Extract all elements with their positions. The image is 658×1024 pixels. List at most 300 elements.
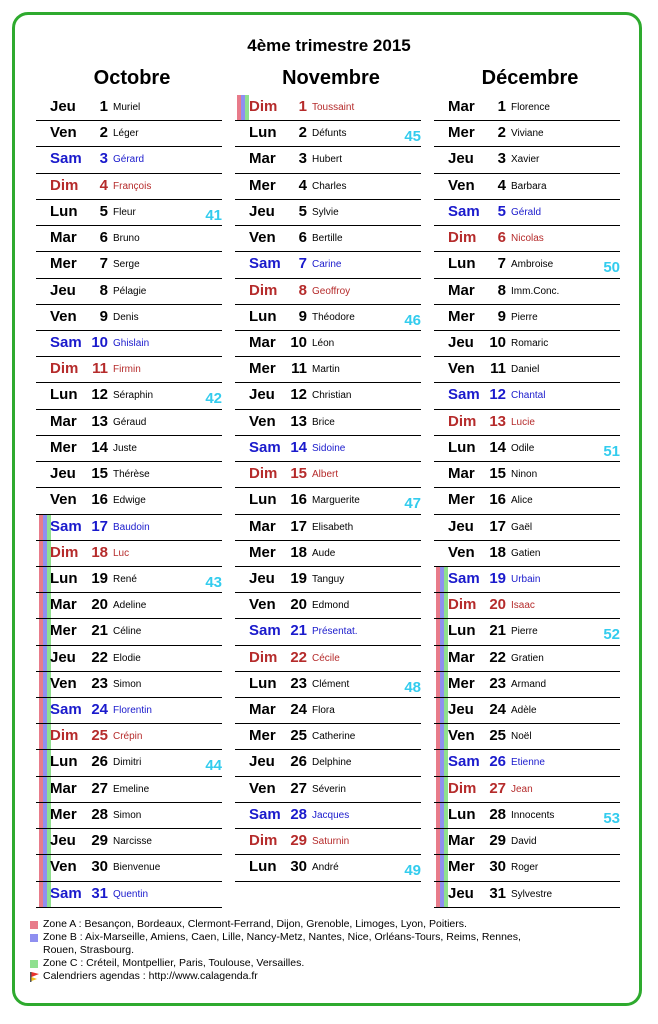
- day-row: [36, 777, 222, 803]
- month-title-novembre: Novembre: [282, 67, 380, 89]
- day-number: 3: [298, 150, 307, 168]
- day-number: 12: [91, 386, 108, 404]
- day-number: 2: [298, 124, 307, 142]
- saint-name: Martin: [312, 364, 340, 376]
- day-row: [235, 593, 421, 619]
- day-number: 21: [489, 622, 506, 640]
- week-number: 41: [205, 206, 222, 224]
- saint-name: Isaac: [511, 600, 535, 612]
- week-number: 52: [603, 626, 620, 644]
- weekday-label: Dim: [50, 727, 79, 745]
- day-row: [36, 724, 222, 750]
- weekday-label: Dim: [50, 176, 79, 194]
- saint-name: Toussaint: [312, 102, 355, 113]
- day-number: 19: [91, 569, 108, 587]
- day-number: 3: [99, 150, 108, 168]
- weekday-label: Sam: [50, 517, 82, 535]
- weekday-label: Sam: [448, 386, 480, 404]
- weekday-label: Lun: [249, 858, 277, 876]
- saint-name: Elodie: [113, 652, 141, 664]
- day-number: 1: [497, 98, 506, 115]
- saint-name: Dimitri: [113, 757, 142, 769]
- day-row: [235, 436, 421, 462]
- day-number: 14: [489, 438, 506, 456]
- day-row: [36, 619, 222, 645]
- day-number: 16: [489, 491, 506, 509]
- weekday-label: Mer: [50, 805, 77, 823]
- weekday-label: Jeu: [448, 517, 474, 535]
- day-row: [36, 95, 222, 121]
- weekday-label: Jeu: [50, 281, 76, 299]
- weekday-label: Jeu: [249, 386, 275, 404]
- weekday-label: Jeu: [50, 465, 76, 483]
- weekday-label: Sam: [448, 753, 480, 771]
- weekday-label: Lun: [448, 438, 476, 456]
- weekday-label: Mar: [448, 832, 475, 850]
- day-row: [235, 200, 421, 226]
- saint-name: Pélagie: [113, 285, 147, 297]
- day-number: 17: [489, 517, 506, 535]
- day-number: 31: [489, 884, 506, 902]
- page-title: 4ème trimestre 2015: [247, 36, 411, 55]
- saint-name: René: [113, 573, 137, 585]
- day-row: [36, 515, 222, 541]
- saint-name: André: [312, 862, 339, 874]
- weekday-label: Jeu: [50, 832, 76, 850]
- saint-name: Armand: [511, 678, 547, 690]
- day-number: 11: [92, 360, 108, 378]
- day-row: [434, 410, 620, 436]
- saint-name: Flora: [312, 705, 335, 717]
- day-row: [434, 750, 620, 776]
- weekday-label: Dim: [249, 648, 278, 666]
- weekday-label: Mar: [50, 412, 77, 430]
- day-number: 17: [290, 517, 307, 535]
- saint-name: Baudoin: [113, 521, 150, 533]
- day-number: 3: [497, 150, 506, 168]
- day-number: 13: [91, 412, 108, 430]
- day-row: [434, 803, 620, 829]
- day-number: 9: [298, 307, 307, 325]
- saint-name: Crépin: [113, 731, 143, 743]
- day-number: 6: [497, 229, 506, 247]
- saint-name: Lucie: [511, 416, 535, 428]
- day-number: 12: [489, 386, 506, 404]
- weekday-label: Dim: [448, 229, 477, 247]
- weekday-label: Ven: [50, 307, 77, 325]
- day-number: 8: [497, 281, 506, 299]
- weekday-label: Mar: [448, 98, 475, 115]
- weekday-label: Sam: [50, 884, 82, 902]
- zone-a-swatch: [30, 921, 38, 929]
- day-row: [434, 147, 620, 173]
- day-row: [235, 829, 421, 855]
- saint-name: Innocents: [511, 809, 555, 821]
- day-number: 10: [290, 333, 307, 351]
- week-number: 46: [404, 311, 421, 329]
- saint-name: Bienvenue: [113, 862, 161, 874]
- day-row: [36, 829, 222, 855]
- saint-name: Viviane: [511, 128, 544, 140]
- day-row: [235, 252, 421, 278]
- day-row: [434, 515, 620, 541]
- legend-zone-b-cont: [30, 944, 521, 957]
- weekday-label: Dim: [448, 412, 477, 430]
- day-row: [36, 252, 222, 278]
- saint-name: Simon: [113, 678, 142, 690]
- day-row: [434, 462, 620, 488]
- day-row: [235, 777, 421, 803]
- day-number: 5: [298, 202, 307, 220]
- weekday-label: Lun: [448, 255, 476, 273]
- day-number: 8: [99, 281, 108, 299]
- day-number: 30: [290, 858, 307, 876]
- day-row: [434, 357, 620, 383]
- day-row: [434, 567, 620, 593]
- day-row: [36, 882, 222, 908]
- weekday-label: Dim: [249, 832, 278, 850]
- weekday-label: Ven: [448, 360, 475, 378]
- saint-name: Gérard: [113, 154, 145, 166]
- day-number: 18: [290, 543, 307, 561]
- weekday-label: Dim: [249, 465, 278, 483]
- day-row: [36, 200, 222, 226]
- weekday-label: Sam: [249, 438, 281, 456]
- weekday-label: Mer: [249, 727, 276, 745]
- day-number: 30: [91, 858, 108, 876]
- saint-name: Défunts: [312, 128, 347, 140]
- day-number: 11: [291, 360, 307, 378]
- saint-name: Albert: [312, 469, 339, 481]
- day-row: [235, 488, 421, 514]
- weekday-label: Jeu: [50, 648, 76, 666]
- zone-b-swatch: [30, 934, 38, 942]
- day-row: [36, 646, 222, 672]
- weekday-label: Sam: [448, 202, 480, 220]
- day-row: [434, 855, 620, 881]
- saint-name: Léon: [312, 337, 335, 349]
- day-row: [36, 593, 222, 619]
- day-row: [434, 252, 620, 278]
- weekday-label: Sam: [50, 150, 82, 168]
- day-row: [36, 174, 222, 200]
- weekday-label: Sam: [448, 569, 480, 587]
- month-title-decembre: Décembre: [481, 67, 579, 89]
- day-row: [235, 383, 421, 409]
- week-number: 53: [603, 809, 620, 827]
- saint-name: Luc: [113, 547, 130, 559]
- saint-name: Présentat.: [312, 626, 358, 638]
- weekday-label: Lun: [50, 386, 78, 404]
- saint-name: Ambroise: [511, 259, 554, 271]
- saint-name: Florence: [511, 102, 550, 113]
- day-row: [434, 698, 620, 724]
- saint-name: Saturnin: [312, 836, 350, 848]
- day-row: [36, 305, 222, 331]
- weekday-label: Mer: [448, 858, 475, 876]
- weekday-label: Jeu: [249, 202, 275, 220]
- day-number: 4: [298, 176, 307, 194]
- saint-name: Gérald: [511, 206, 542, 218]
- day-number: 16: [91, 491, 108, 509]
- weekday-label: Mer: [249, 360, 276, 378]
- weekday-label: Sam: [50, 333, 82, 351]
- day-number: 22: [290, 648, 307, 666]
- day-row: [434, 882, 620, 908]
- saint-name: Noël: [511, 731, 532, 743]
- day-number: 23: [489, 674, 506, 692]
- day-row: [235, 279, 421, 305]
- day-row: [434, 305, 620, 331]
- saint-name: Pierre: [511, 311, 538, 323]
- weekday-label: Mar: [249, 150, 276, 168]
- weekday-label: Mer: [448, 491, 475, 509]
- day-row: [235, 646, 421, 672]
- weekday-label: Mer: [50, 255, 77, 273]
- weekday-label: Mer: [448, 674, 475, 692]
- day-row: [36, 436, 222, 462]
- zone-c-text: Zone C : Créteil, Montpellier, Paris, Toulouse, Versailles.: [43, 957, 305, 969]
- weekday-label: Mer: [448, 124, 475, 142]
- saint-name: Elisabeth: [312, 521, 354, 533]
- week-number: 49: [404, 862, 421, 880]
- day-number: 4: [497, 176, 506, 194]
- day-number: 19: [489, 569, 506, 587]
- day-number: 18: [489, 543, 506, 561]
- saint-name: Brice: [312, 416, 335, 428]
- day-row: [235, 95, 421, 121]
- saint-name: Odile: [511, 442, 535, 454]
- weekday-label: Mar: [50, 779, 77, 797]
- saint-name: Gaël: [511, 521, 533, 533]
- day-row: [434, 724, 620, 750]
- day-row: [235, 515, 421, 541]
- day-row: [235, 855, 421, 881]
- saint-name: Serge: [113, 259, 140, 271]
- month-title-octobre: Octobre: [93, 67, 171, 89]
- day-row: [434, 331, 620, 357]
- saint-name: Simon: [113, 809, 142, 821]
- day-row: [36, 331, 222, 357]
- day-row: [434, 829, 620, 855]
- day-row: [235, 803, 421, 829]
- weekday-label: Jeu: [50, 98, 76, 115]
- weekday-label: Jeu: [448, 150, 474, 168]
- day-number: 12: [290, 386, 307, 404]
- saint-name: Sylvestre: [511, 888, 553, 900]
- weekday-label: Sam: [249, 805, 281, 823]
- day-number: 8: [298, 281, 307, 299]
- day-row: [235, 672, 421, 698]
- day-number: 23: [91, 674, 108, 692]
- day-number: 6: [99, 229, 108, 247]
- saint-name: Séraphin: [113, 390, 154, 402]
- day-row: [36, 410, 222, 436]
- weekday-label: Lun: [448, 805, 476, 823]
- weekday-label: Ven: [249, 596, 276, 614]
- saint-name: Fleur: [113, 206, 136, 218]
- weekday-label: Mar: [249, 333, 276, 351]
- month-column-decembre: [434, 95, 620, 908]
- saint-name: Jacques: [312, 809, 350, 821]
- weekday-label: Lun: [249, 307, 277, 325]
- day-row: [235, 567, 421, 593]
- saint-name: Sylvie: [312, 206, 339, 218]
- day-number: 5: [497, 202, 506, 220]
- day-row: [434, 226, 620, 252]
- day-row: [235, 619, 421, 645]
- saint-name: Quentin: [113, 888, 149, 900]
- day-row: [36, 672, 222, 698]
- weekday-label: Ven: [448, 176, 475, 194]
- saint-name: Christian: [312, 390, 352, 402]
- weekday-label: Mar: [50, 229, 77, 247]
- day-row: [434, 488, 620, 514]
- day-row: [235, 147, 421, 173]
- day-number: 20: [91, 596, 108, 614]
- saint-name: Delphine: [312, 757, 352, 769]
- saint-name: Edmond: [312, 600, 350, 612]
- day-number: 9: [497, 307, 506, 325]
- week-number: 51: [603, 442, 620, 460]
- day-row: [235, 750, 421, 776]
- day-row: [434, 619, 620, 645]
- day-row: [235, 305, 421, 331]
- saint-name: Barbara: [511, 180, 547, 192]
- day-row: [235, 121, 421, 147]
- weekday-label: Dim: [448, 779, 477, 797]
- day-number: 30: [489, 858, 506, 876]
- saint-name: Tanguy: [312, 573, 345, 585]
- day-number: 24: [290, 701, 307, 719]
- site-link[interactable]: Calendriers agendas : http://www.calagenda.fr: [43, 970, 258, 982]
- saint-name: Clément: [312, 678, 350, 690]
- weekday-label: Mar: [448, 648, 475, 666]
- weekday-label: Mar: [50, 596, 77, 614]
- saint-name: Florentin: [113, 705, 152, 717]
- weekday-label: Mar: [448, 465, 475, 483]
- weekday-label: Ven: [50, 491, 77, 509]
- day-number: 2: [99, 124, 108, 142]
- legend: [30, 918, 521, 983]
- week-number: 47: [404, 495, 421, 513]
- saint-name: Xavier: [511, 154, 540, 166]
- day-number: 18: [91, 543, 108, 561]
- weekday-label: Dim: [50, 543, 79, 561]
- zone-c-swatch: [30, 960, 38, 968]
- day-row: [36, 488, 222, 514]
- saint-name: Nicolas: [511, 233, 544, 245]
- day-row: [235, 331, 421, 357]
- weekday-label: Sam: [50, 701, 82, 719]
- weekday-label: Dim: [448, 596, 477, 614]
- day-number: 4: [99, 176, 108, 194]
- day-row: [36, 567, 222, 593]
- saint-name: Denis: [113, 311, 139, 323]
- weekday-label: Dim: [50, 360, 79, 378]
- saint-name: Muriel: [113, 102, 141, 113]
- weekday-label: Ven: [249, 412, 276, 430]
- day-row: [434, 121, 620, 147]
- day-number: 29: [91, 832, 108, 850]
- day-number: 22: [489, 648, 506, 666]
- saint-name: François: [113, 180, 152, 192]
- weekday-label: Mer: [50, 438, 77, 456]
- weekday-label: Sam: [249, 622, 281, 640]
- day-number: 14: [91, 438, 108, 456]
- day-number: 11: [490, 360, 506, 378]
- saint-name: Sidoine: [312, 442, 346, 454]
- saint-name: Etienne: [511, 757, 545, 769]
- day-number: 15: [489, 465, 506, 483]
- weekday-label: Dim: [249, 281, 278, 299]
- day-row: [235, 226, 421, 252]
- saint-name: Carine: [312, 259, 342, 271]
- day-number: 29: [489, 832, 506, 850]
- day-number: 25: [290, 727, 307, 745]
- saint-name: Firmin: [113, 364, 141, 376]
- weekday-label: Jeu: [448, 333, 474, 351]
- legend-zone-c: [30, 957, 521, 970]
- day-row: [36, 383, 222, 409]
- day-row: [235, 724, 421, 750]
- day-row: [235, 541, 421, 567]
- saint-name: Ninon: [511, 469, 538, 481]
- weekday-label: Mer: [249, 176, 276, 194]
- day-number: 5: [99, 202, 108, 220]
- weekday-label: Dim: [249, 98, 278, 115]
- day-number: 13: [290, 412, 307, 430]
- day-row: [434, 672, 620, 698]
- day-row: [36, 357, 222, 383]
- day-row: [434, 279, 620, 305]
- week-number: 42: [205, 390, 222, 408]
- day-number: 31: [91, 884, 108, 902]
- day-number: 24: [91, 701, 108, 719]
- week-number: 45: [404, 128, 421, 146]
- saint-name: Thérèse: [113, 469, 150, 481]
- saint-name: Gratien: [511, 652, 544, 664]
- day-row: [235, 698, 421, 724]
- day-number: 15: [290, 465, 307, 483]
- weekday-label: Ven: [50, 674, 77, 692]
- day-number: 7: [99, 255, 108, 273]
- day-number: 28: [290, 805, 307, 823]
- day-number: 27: [290, 779, 307, 797]
- day-row: [434, 174, 620, 200]
- day-number: 28: [91, 805, 108, 823]
- weekday-label: Ven: [50, 858, 77, 876]
- day-number: 23: [290, 674, 307, 692]
- day-number: 10: [91, 333, 108, 351]
- saint-name: Hubert: [312, 154, 343, 166]
- weekday-label: Lun: [50, 569, 78, 587]
- day-number: 19: [290, 569, 307, 587]
- saint-name: Bertille: [312, 233, 343, 245]
- weekday-label: Jeu: [448, 701, 474, 719]
- saint-name: Adèle: [511, 705, 537, 717]
- day-number: 24: [489, 701, 506, 719]
- day-row: [434, 95, 620, 121]
- weekday-label: Jeu: [448, 884, 474, 902]
- weekday-label: Mer: [50, 622, 77, 640]
- saint-name: Juste: [113, 442, 137, 454]
- week-number: 50: [603, 259, 620, 277]
- day-row: [235, 174, 421, 200]
- weekday-label: Lun: [249, 491, 277, 509]
- day-row: [434, 200, 620, 226]
- zone-a-text: Zone A : Besançon, Bordeaux, Clermont-Ferrand, Dijon, Grenoble, Limoges, Lyon, Poitiers.: [43, 918, 467, 930]
